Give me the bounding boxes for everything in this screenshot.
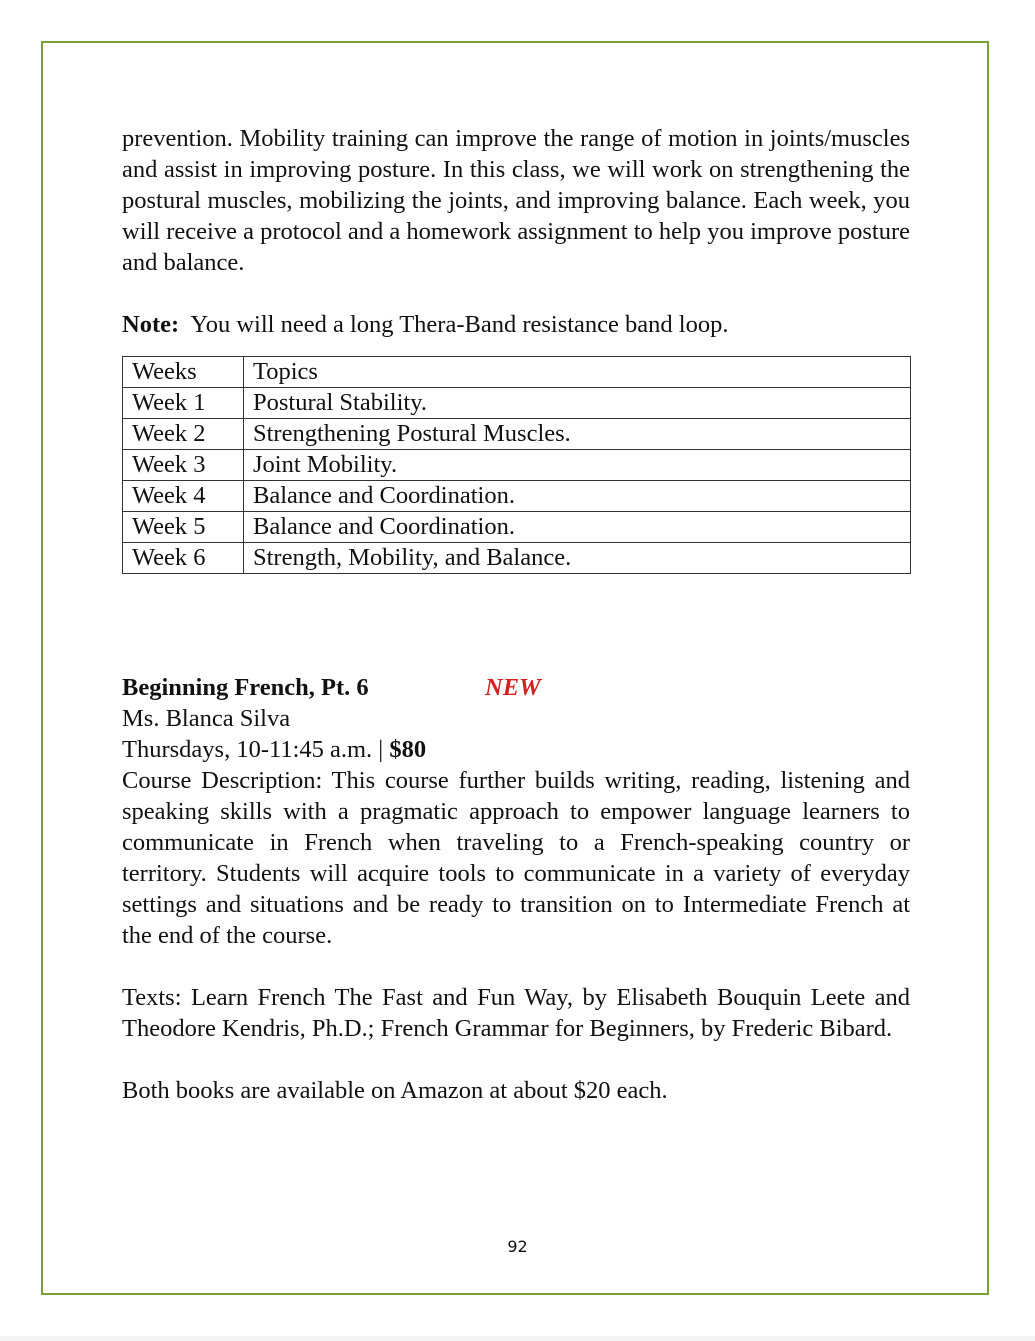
page-content <box>122 123 910 1106</box>
note-label: Note: <box>122 311 180 338</box>
table-cell-week: Week 4 <box>123 481 244 512</box>
new-badge: NEW <box>485 674 541 701</box>
table-header-row <box>123 357 911 388</box>
spacer <box>122 951 910 982</box>
table-row <box>123 419 911 450</box>
table-cell-week: Week 1 <box>123 388 244 419</box>
course-availability: Both books are available on Amazon at about $20 each. <box>122 1077 668 1104</box>
table-cell-week: Week 6 <box>123 543 244 574</box>
course-title: Beginning French, Pt. 6 <box>122 674 369 701</box>
course-header <box>122 672 910 703</box>
spacer <box>122 278 910 309</box>
table-row <box>123 388 911 419</box>
spacer <box>122 1044 910 1075</box>
table-cell-week: Week 3 <box>123 450 244 481</box>
table-cell-topic: Strength, Mobility, and Balance. <box>244 543 911 574</box>
note-line <box>122 309 910 340</box>
table-row <box>123 543 911 574</box>
course-schedule: Thursdays, 10-11:45 a.m. | <box>122 736 390 763</box>
table-row <box>123 450 911 481</box>
table-cell-topic: Joint Mobility. <box>244 450 911 481</box>
table-cell-topic: Strengthening Postural Muscles. <box>244 419 911 450</box>
course-description: Course Description: This course further builds writing, reading, listening and speaking skills with a pragmatic approach to empower language learners to communicate in French when traveling to a French-speaking country or territory. Students will acquire tools to communicate in a variety of everyday settings and situations and be ready to transition on to Intermediate French at the end of the course. <box>122 767 910 949</box>
course-instructor: Ms. Blanca Silva <box>122 705 291 732</box>
course-texts: Texts: Learn French The Fast and Fun Way, by Elisabeth Bouquin Leete and Theodore Kendris, Ph.D.; French Grammar for Beginners, by Frederic Bibard. <box>122 984 910 1042</box>
table-row <box>123 512 911 543</box>
table-cell-week: Week 2 <box>123 419 244 450</box>
course-price: $80 <box>389 736 427 763</box>
intro-paragraph: prevention. Mobility training can improve the range of motion in joints/muscles and assist in improving posture. In this class, we will work on strengthening the postural muscles, mobilizing the joints, and improving balance. Each week, you will receive a protocol and a homework assignment to help you improve posture and balance. <box>122 125 910 276</box>
table-row <box>123 481 911 512</box>
table-cell-topic: Balance and Coordination. <box>244 512 911 543</box>
table-header-cell: Topics <box>244 357 911 388</box>
table-cell-topic: Balance and Coordination. <box>244 481 911 512</box>
weekly-topics-table <box>122 356 911 574</box>
course-schedule-line <box>122 734 910 765</box>
table-cell-topic: Postural Stability. <box>244 388 911 419</box>
table-header-cell: Weeks <box>123 357 244 388</box>
page-number: 92 <box>507 1237 528 1256</box>
note-text: You will need a long Thera-Band resistance band loop. <box>179 311 729 338</box>
table-cell-week: Week 5 <box>123 512 244 543</box>
